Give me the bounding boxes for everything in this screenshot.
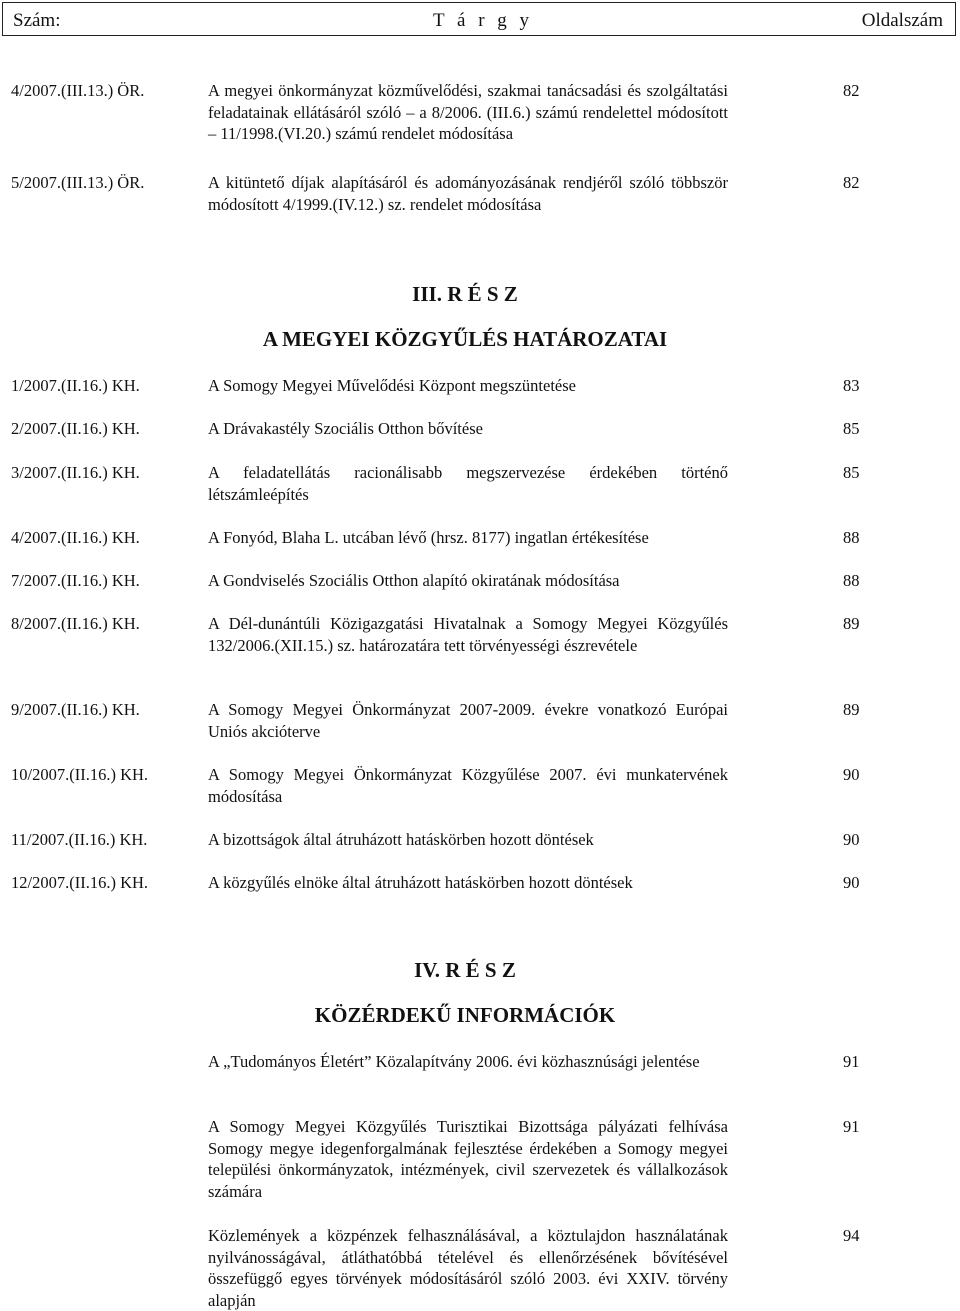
row-page: 82 xyxy=(843,81,860,100)
row-number: 4/2007.(II.16.) KH. xyxy=(11,528,140,547)
row-text: A megyei önkormányzat közművelődési, szakmai tanácsadási és szolgáltatási feladatainak ellátásáról szóló – a 8/2006. (III.6.) számú rendelettel módosított – 11/1998.(VI.20.) számú rendelet módosítása xyxy=(208,81,728,143)
row-page: 94 xyxy=(843,1226,860,1245)
row-text: Közlemények a közpénzek felhasználásával, a köztulajdon használatának nyilvánosságával, átláthatóbbá tételével és ellenőrzésének bővítésével összefüggő egyes törvények módosításáról szóló 2003. évi XXIV. törvény alapján xyxy=(208,1226,728,1310)
row-number: 2/2007.(II.16.) KH. xyxy=(11,419,140,438)
row-text: A Dél-dunántúli Közigazgatási Hivatalnak a Somogy Megyei Közgyűlés 132/2006.(XII.15.) sz. határozatára tett törvényességi észrevétele xyxy=(208,614,728,655)
row-text: A feladatellátás racionálisabb megszervezése érdekében történő létszámleépítés xyxy=(208,463,728,504)
section-part-heading: III. R É S Z xyxy=(412,282,518,306)
row-number: 4/2007.(III.13.) ÖR. xyxy=(11,81,145,100)
row-text: A Somogy Megyei Közgyűlés Turisztikai Bizottsága pályázati felhívása Somogy megye idegenforgalmának fejlesztése érdekében a Somogy megyei települési önkormányzatok, intézmények, civil szervezetek és vállalkozások számára xyxy=(208,1117,728,1201)
header-page: Oldalszám xyxy=(861,10,943,31)
section-part-heading: IV. R É S Z xyxy=(414,958,516,982)
row-text: A kitüntető díjak alapításáról és adományozásának rendjéről szóló többször módosított 4/1999.(IV.12.) sz. rendelet módosítása xyxy=(208,173,728,214)
row-text: A közgyűlés elnöke által átruházott hatáskörben hozott döntések xyxy=(208,873,633,892)
row-text: A Drávakastély Szociális Otthon bővítése xyxy=(208,419,483,438)
row-number: 5/2007.(III.13.) ÖR. xyxy=(11,173,145,192)
row-number: 10/2007.(II.16.) KH. xyxy=(11,765,149,784)
row-page: 90 xyxy=(843,765,860,784)
section-title: A MEGYEI KÖZGYŰLÉS HATÁROZATAI xyxy=(262,327,668,351)
row-number: 8/2007.(II.16.) KH. xyxy=(11,614,140,633)
row-page: 89 xyxy=(843,700,860,719)
header-number: Szám: xyxy=(13,10,61,31)
row-text: A Fonyód, Blaha L. utcában lévő (hrsz. 8177) ingatlan értékesítése xyxy=(208,528,649,547)
row-number: 1/2007.(II.16.) KH. xyxy=(11,376,140,395)
row-page: 91 xyxy=(843,1052,860,1071)
row-number: 3/2007.(II.16.) KH. xyxy=(11,463,140,482)
row-page: 85 xyxy=(843,463,860,482)
row-number: 12/2007.(II.16.) KH. xyxy=(11,873,149,892)
row-page: 88 xyxy=(843,528,860,547)
row-number: 7/2007.(II.16.) KH. xyxy=(11,571,140,590)
row-page: 85 xyxy=(843,419,860,438)
header-subject: T á r g y xyxy=(433,10,534,31)
row-page: 90 xyxy=(843,873,860,892)
row-page: 89 xyxy=(843,614,860,633)
row-page: 83 xyxy=(843,376,860,395)
row-page: 82 xyxy=(843,173,860,192)
row-text: A bizottságok által átruházott hatáskörben hozott döntések xyxy=(208,830,594,849)
row-page: 90 xyxy=(843,830,860,849)
row-page: 91 xyxy=(843,1117,860,1136)
row-number: 11/2007.(II.16.) KH. xyxy=(11,830,148,849)
row-text: A Gondviselés Szociális Otthon alapító okiratának módosítása xyxy=(208,571,620,590)
row-number: 9/2007.(II.16.) KH. xyxy=(11,700,140,719)
row-text: A Somogy Megyei Önkormányzat Közgyűlése 2007. évi munkatervének módosítása xyxy=(208,765,728,806)
row-page: 88 xyxy=(843,571,860,590)
row-text: A Somogy Megyei Önkormányzat 2007-2009. évekre vonatkozó Európai Uniós akcióterve xyxy=(208,700,728,741)
table-header xyxy=(2,2,956,36)
section-title: KÖZÉRDEKŰ INFORMÁCIÓK xyxy=(314,1003,616,1027)
row-text: A Somogy Megyei Művelődési Központ megszüntetése xyxy=(208,376,576,395)
row-text: A „Tudományos Életért” Közalapítvány 2006. évi közhasznúsági jelentése xyxy=(208,1052,700,1071)
